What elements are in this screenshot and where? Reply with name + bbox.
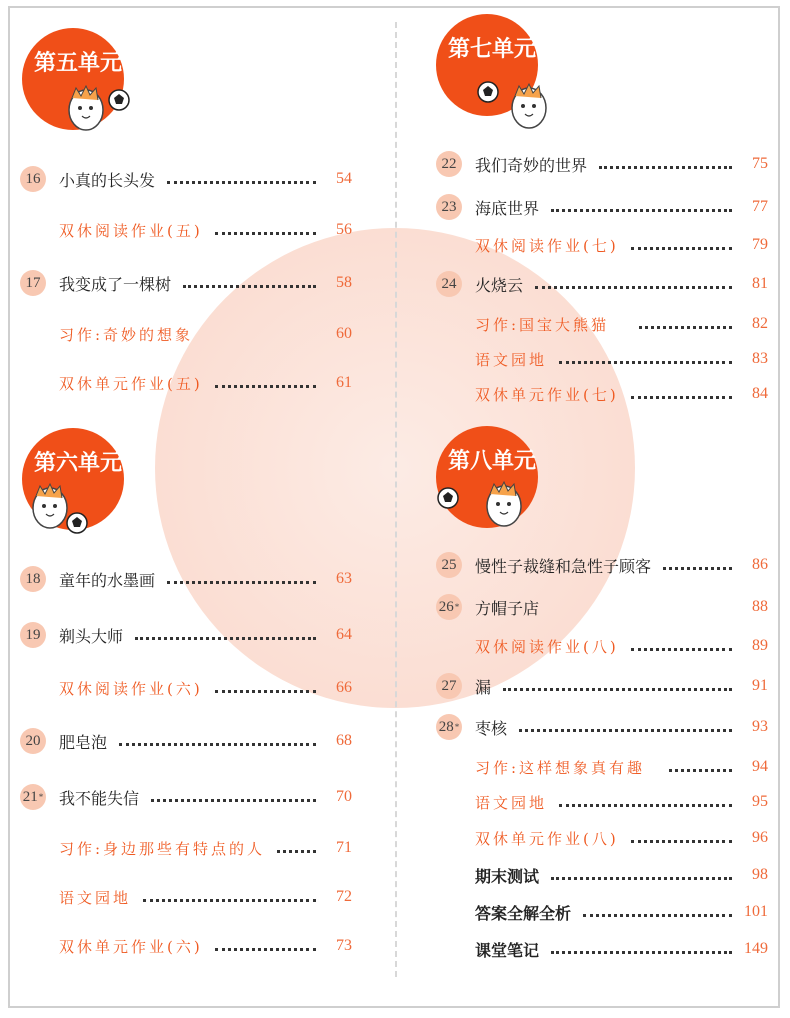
toc-entry[interactable] (436, 552, 768, 578)
dot-leader (599, 166, 732, 169)
lesson-number: 16 (20, 166, 46, 192)
toc-entry[interactable] (20, 166, 352, 192)
entry-title: 肥皂泡 (59, 732, 108, 752)
page-number: 81 (752, 275, 768, 292)
unit-5-title: 第五单元 (34, 51, 123, 76)
entry-title: 习作:国宝大熊猫 (475, 315, 610, 334)
page-number: 73 (336, 937, 352, 954)
optional-star-icon: * (454, 602, 460, 612)
toc-entry[interactable] (462, 633, 768, 659)
entry-title: 双休阅读作业(六) (59, 679, 203, 698)
lesson-number: 25 (436, 552, 462, 578)
page-number: 66 (336, 679, 352, 696)
page-number: 98 (752, 866, 768, 883)
dot-leader (215, 232, 316, 235)
toc-entry[interactable] (46, 835, 352, 861)
dot-leader (535, 286, 732, 289)
entry-title: 慢性子裁缝和急性子顾客 (475, 556, 652, 576)
page-number: 60 (336, 325, 352, 342)
page-number: 58 (336, 274, 352, 291)
toc-entry[interactable] (46, 321, 352, 347)
toc-entry[interactable] (20, 728, 352, 754)
lesson-number: 19 (20, 622, 46, 648)
toc-entry[interactable] (462, 232, 768, 258)
optional-star-icon: * (454, 722, 460, 732)
toc-entry[interactable] (462, 862, 768, 888)
unit-8-title: 第八单元 (448, 449, 537, 474)
unit-7-title: 第七单元 (448, 37, 537, 62)
toc-entry[interactable] (462, 381, 768, 407)
toc-entry[interactable] (436, 271, 768, 297)
entry-title: 双休单元作业(七) (475, 385, 619, 404)
entry-title: 方帽子店 (475, 598, 540, 618)
lesson-number: 24 (436, 271, 462, 297)
toc-entry[interactable] (20, 622, 352, 648)
entry-title: 习作:这样想象真有趣 (475, 758, 646, 777)
entry-title: 双休阅读作业(五) (59, 221, 203, 240)
dot-leader (135, 637, 316, 640)
page-number: 71 (336, 839, 352, 856)
page-number: 61 (336, 374, 352, 391)
page-number: 149 (744, 940, 768, 957)
entry-title: 双休阅读作业(八) (475, 637, 619, 656)
lesson-number: 18 (20, 566, 46, 592)
entry-title: 剃头大师 (59, 626, 124, 646)
entry-title: 漏 (475, 677, 492, 697)
toc-entry[interactable] (20, 566, 352, 592)
column-divider (395, 22, 397, 977)
toc-entry[interactable] (436, 594, 768, 620)
page-number: 79 (752, 236, 768, 253)
dot-leader (551, 951, 732, 954)
dot-leader (559, 361, 732, 364)
entry-title: 语文园地 (475, 793, 548, 812)
dot-leader (215, 690, 316, 693)
dot-leader (551, 877, 732, 880)
entry-title: 双休单元作业(五) (59, 374, 203, 393)
dot-leader (215, 948, 316, 951)
mascot-with-ball-icon (56, 78, 136, 138)
toc-entry[interactable] (462, 346, 768, 372)
entry-title: 童年的水墨画 (59, 570, 156, 590)
page-number: 101 (744, 903, 768, 920)
toc-entry[interactable] (46, 884, 352, 910)
entry-title: 语文园地 (475, 350, 548, 369)
dot-leader (669, 769, 732, 772)
page-number: 63 (336, 570, 352, 587)
dot-leader (167, 181, 316, 184)
dot-leader (503, 688, 732, 691)
dot-leader (559, 804, 732, 807)
entry-title: 双休单元作业(八) (475, 829, 619, 848)
toc-entry[interactable] (46, 370, 352, 396)
lesson-number: 22 (436, 151, 462, 177)
optional-star-icon: * (38, 792, 44, 802)
lesson-number: 27 (436, 673, 462, 699)
entry-title: 我变成了一棵树 (59, 274, 172, 294)
dot-leader (167, 581, 316, 584)
page-number: 88 (752, 598, 768, 615)
dot-leader (215, 385, 316, 388)
toc-entry[interactable] (46, 217, 352, 243)
page-number: 83 (752, 350, 768, 367)
page-number: 75 (752, 155, 768, 172)
entry-title: 答案全解全析 (475, 903, 572, 923)
dot-leader (183, 285, 316, 288)
page-number: 93 (752, 718, 768, 735)
page-number: 96 (752, 829, 768, 846)
toc-entry[interactable] (462, 311, 768, 337)
toc-entry[interactable] (462, 899, 768, 925)
dot-leader (277, 850, 316, 853)
mascot-with-ball-icon (434, 476, 534, 536)
lesson-number: 21 * (20, 784, 46, 810)
page-number: 84 (752, 385, 768, 402)
dot-leader (631, 247, 732, 250)
entry-title: 海底世界 (475, 198, 540, 218)
page-number: 89 (752, 637, 768, 654)
page-number: 68 (336, 732, 352, 749)
lesson-number: 17 (20, 270, 46, 296)
page-number: 70 (336, 788, 352, 805)
entry-title: 我们奇妙的世界 (475, 155, 588, 175)
toc-entry[interactable] (46, 933, 352, 959)
entry-title: 我不能失信 (59, 788, 140, 808)
lesson-number: 26 * (436, 594, 462, 620)
dot-leader (631, 648, 732, 651)
lesson-number: 20 (20, 728, 46, 754)
toc-entry[interactable] (462, 825, 768, 851)
page-number: 72 (336, 888, 352, 905)
entry-title: 双休单元作业(六) (59, 937, 203, 956)
toc-entry[interactable] (462, 789, 768, 815)
dot-leader (583, 914, 732, 917)
dot-leader (551, 209, 732, 212)
entry-title: 期末测试 (475, 866, 540, 886)
page-number: 94 (752, 758, 768, 775)
entry-title: 小真的长头发 (59, 170, 156, 190)
dot-leader (119, 743, 316, 746)
toc-entry[interactable] (20, 270, 352, 296)
toc-entry[interactable] (436, 194, 768, 220)
toc-entry[interactable] (462, 936, 768, 962)
toc-entry[interactable] (436, 151, 768, 177)
mascot-with-ball-icon (22, 478, 102, 538)
dot-leader (143, 899, 316, 902)
page-number: 82 (752, 315, 768, 332)
entry-title: 习作:身边那些有特点的人 (59, 839, 266, 858)
page-number: 77 (752, 198, 768, 215)
dot-leader (151, 799, 316, 802)
entry-title: 双休阅读作业(七) (475, 236, 619, 255)
dot-leader (639, 326, 732, 329)
toc-entry[interactable] (436, 714, 768, 740)
dot-leader (519, 729, 732, 732)
dot-leader (631, 396, 732, 399)
page-number: 64 (336, 626, 352, 643)
page-number: 91 (752, 677, 768, 694)
toc-entry[interactable] (462, 754, 768, 780)
page-number: 54 (336, 170, 352, 187)
entry-title: 枣核 (475, 718, 508, 738)
page-number: 56 (336, 221, 352, 238)
page-number: 86 (752, 556, 768, 573)
lesson-number: 28 * (436, 714, 462, 740)
toc-entry[interactable] (20, 784, 352, 810)
mascot-with-ball-icon (474, 76, 564, 136)
toc-entry[interactable] (46, 675, 352, 701)
entry-title: 课堂笔记 (475, 940, 540, 960)
entry-title: 习作:奇妙的想象 (59, 325, 194, 344)
toc-entry[interactable] (436, 673, 768, 699)
lesson-number: 23 (436, 194, 462, 220)
dot-leader (663, 567, 732, 570)
entry-title: 语文园地 (59, 888, 132, 907)
unit-6-title: 第六单元 (34, 451, 123, 476)
page-number: 95 (752, 793, 768, 810)
dot-leader (631, 840, 732, 843)
entry-title: 火烧云 (475, 275, 524, 295)
